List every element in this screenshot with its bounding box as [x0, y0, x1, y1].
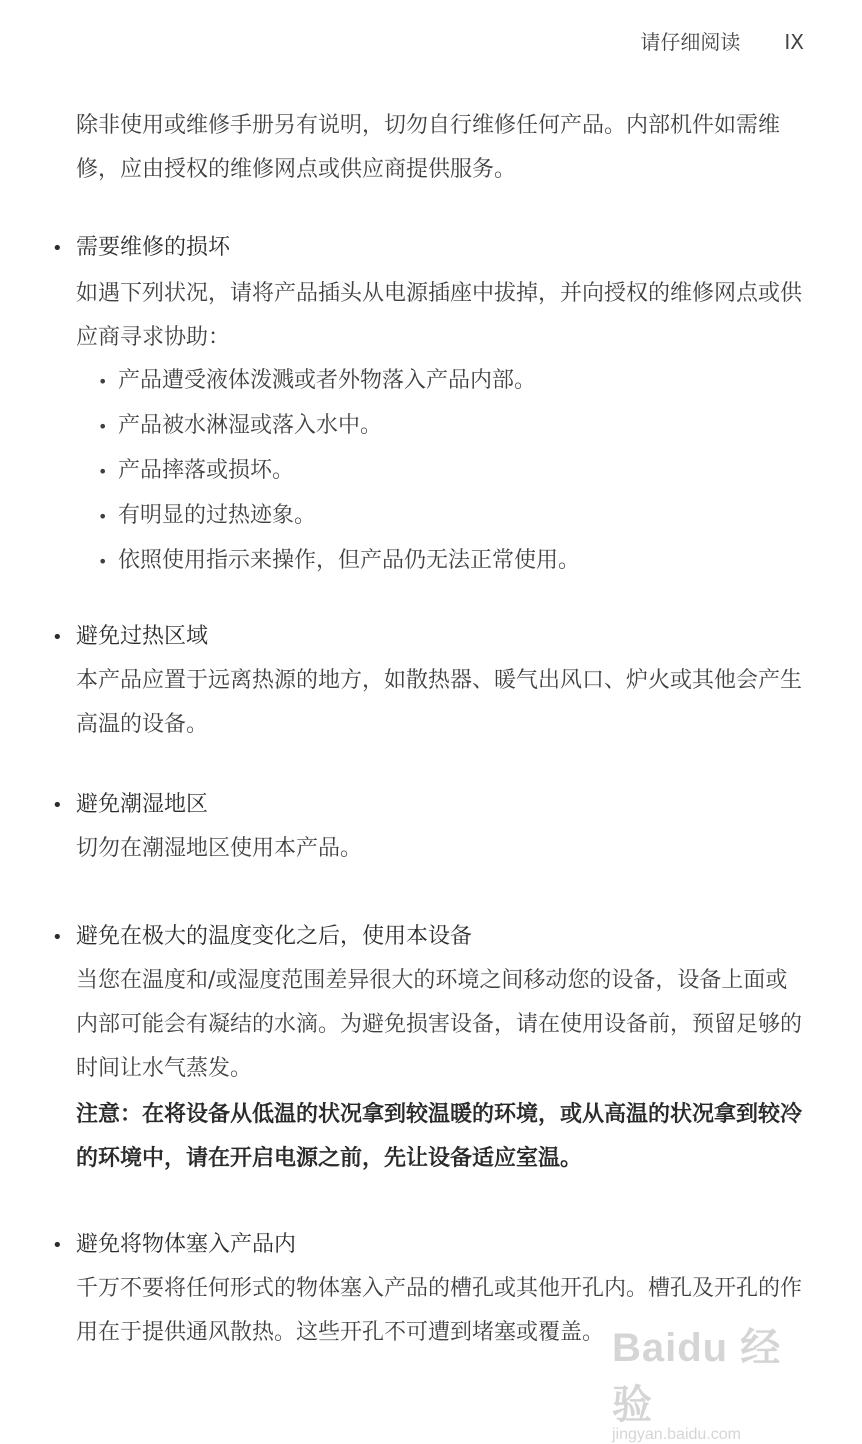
section-body: 切勿在潮湿地区使用本产品。: [76, 836, 363, 861]
page-header: [640, 26, 804, 55]
watermark-logo: Baidu 经验: [612, 1326, 782, 1427]
bullet-icon: •: [52, 627, 63, 648]
section-body: 千万不要将任何形式的物体塞入产品的槽孔或其他开孔内。槽孔及开孔的作用在于提供通风散热。这些开孔不可遭到堵塞或覆盖。: [76, 1276, 803, 1345]
watermark-url: jingyan.baidu.com: [612, 1426, 741, 1443]
damage-list: [98, 359, 580, 584]
list-item: • 产品摔落或损坏。: [98, 449, 580, 494]
bullet-icon: •: [98, 372, 108, 391]
list-item: • 依照使用指示来操作，但产品仍无法正常使用。: [98, 539, 580, 584]
bullet-icon: •: [98, 507, 108, 526]
section-body: 当您在温度和/或湿度范围差异很大的环境之间移动您的设备，设备上面或内部可能会有凝结的水滴。为避免损害设备，请在使用设备前，预留足够的时间让水气蒸发。: [76, 968, 803, 1081]
list-item: • 有明显的过热迹象。: [98, 494, 580, 539]
bullet-icon: •: [52, 238, 63, 259]
bullet-icon: •: [98, 462, 108, 481]
bullet-icon: •: [98, 417, 108, 436]
bullet-icon: •: [98, 552, 108, 571]
section-heading: • 避免过热区域: [52, 622, 208, 653]
section-heading: • 避免潮湿地区: [52, 790, 208, 821]
baidu-jingyan-watermark: [612, 1316, 812, 1443]
list-item: • 产品遭受液体泼溅或者外物落入产品内部。: [98, 359, 580, 404]
bullet-icon: •: [52, 927, 63, 948]
page-number: IX: [784, 30, 804, 54]
list-item: • 产品被水淋湿或落入水中。: [98, 404, 580, 449]
intro-paragraph: 除非使用或维修手册另有说明，切勿自行维修任何产品。内部机件如需维修，应由授权的维修网点或供应商提供服务。: [76, 113, 781, 182]
bullet-icon: •: [52, 1235, 63, 1256]
section-body: 如遇下列状况，请将产品插头从电源插座中拔掉，并向授权的维修网点或供应商寻求协助：: [76, 281, 803, 350]
section-heading: • 避免将物体塞入产品内: [52, 1230, 296, 1261]
section-heading: • 需要维修的损坏: [52, 233, 230, 264]
note-paragraph: 注意：在将设备从低温的状况拿到较温暖的环境，或从高温的状况拿到较冷的环境中，请在开启电源之前，先让设备适应室温。: [76, 1102, 803, 1171]
section-body: 本产品应置于远离热源的地方，如散热器、暖气出风口、炉火或其他会产生高温的设备。: [76, 668, 803, 737]
section-heading: • 避免在极大的温度变化之后，使用本设备: [52, 922, 472, 953]
section-title: 请仔细阅读: [640, 30, 741, 54]
bullet-icon: •: [52, 795, 63, 816]
